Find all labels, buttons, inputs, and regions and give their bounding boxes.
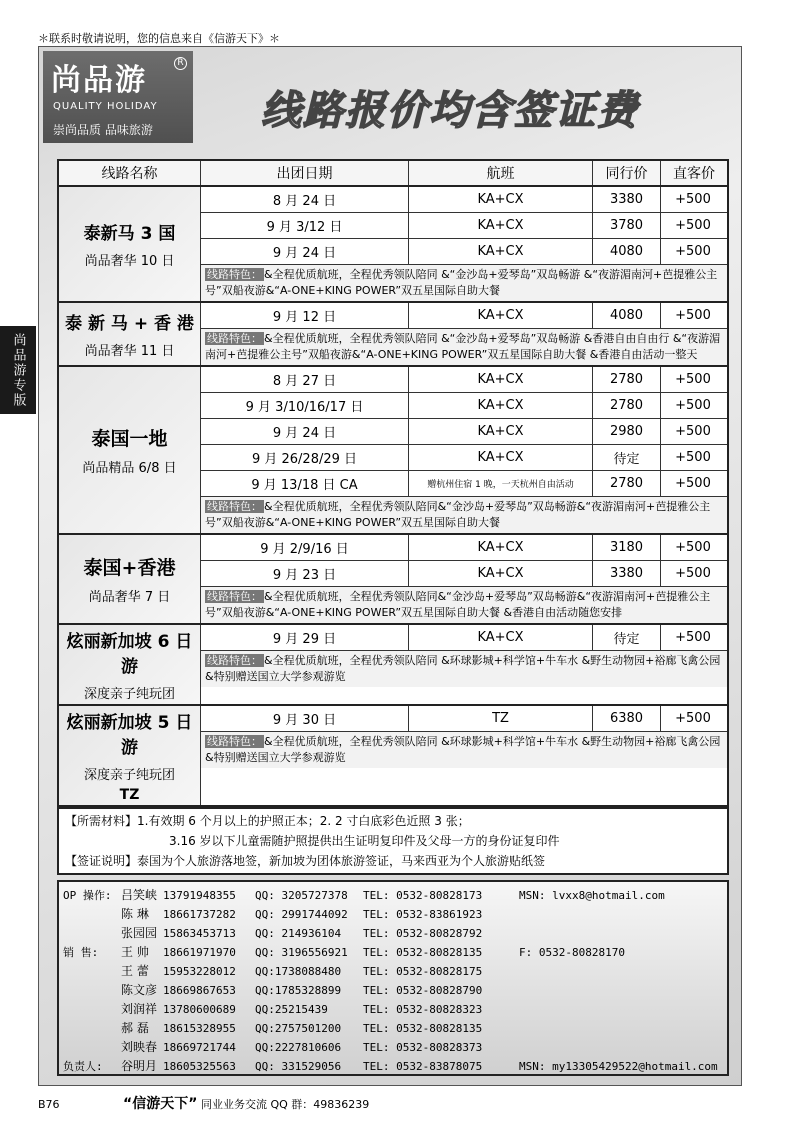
feature-text: &全程优质航班，全程优秀领队陪同 &环球影城+科学馆+牛车水 &野生动物园+裕廊飞禽公园 &特别赠送国立大学参观游览 xyxy=(205,654,721,683)
table-row xyxy=(201,561,727,587)
contact-tel: TEL: 0532-80828323 xyxy=(363,1003,483,1016)
feature-tag: 线路特色： xyxy=(207,735,262,748)
contact-tel: TEL: 0532-80828373 xyxy=(363,1041,483,1054)
route-features xyxy=(201,497,727,533)
contact-phone: 15863453713 xyxy=(163,927,236,940)
table-header xyxy=(59,161,727,187)
contact-name: 吕笑峡 xyxy=(121,888,158,902)
logo-en: QUALITY HOLIDAY xyxy=(53,101,158,112)
contact-row xyxy=(59,924,727,943)
contact-row xyxy=(59,981,727,1000)
page-number: B76 xyxy=(38,1098,60,1111)
contact-row xyxy=(59,1019,727,1038)
contact-name: 陈文彦 xyxy=(121,983,158,997)
departure-date: 9 月 24 日 xyxy=(201,419,409,444)
col-route: 线路名称 xyxy=(59,161,201,185)
route-body xyxy=(201,625,727,704)
direct-price: +500 xyxy=(675,308,711,323)
route-features xyxy=(201,732,727,768)
direct-price: +500 xyxy=(675,372,711,387)
feature-tag: 线路特色： xyxy=(207,268,262,281)
contact-phone: 18605325563 xyxy=(163,1060,236,1073)
routes-body xyxy=(59,187,727,807)
flight: KA+CX xyxy=(409,445,593,470)
contact-tel: TEL: 0532-83861923 xyxy=(363,908,483,921)
table-row xyxy=(201,187,727,213)
contact-row xyxy=(59,886,727,905)
feature-tag: 线路特色： xyxy=(207,500,262,513)
contact-row xyxy=(59,1038,727,1057)
route-subtitle: 尚品精品 6/8 日 xyxy=(82,461,177,476)
flight: KA+CX xyxy=(409,625,593,650)
col-flight: 航班 xyxy=(409,161,593,185)
peer-price: 2780 xyxy=(593,471,661,496)
footer-brand: “信游天下” xyxy=(123,1096,198,1112)
contact-name: 刘润祥 xyxy=(121,1002,158,1016)
route-name-cell xyxy=(59,706,201,805)
feature-tag: 线路特色： xyxy=(207,590,262,603)
route-features xyxy=(201,329,727,365)
peer-price: 待定 xyxy=(593,625,661,650)
route-subtitle-2: TZ xyxy=(119,787,140,803)
departure-date: 9 月 2/9/16 日 xyxy=(201,535,409,560)
route-name: 泰新马 3 国 xyxy=(83,224,176,244)
departure-date: 8 月 24 日 xyxy=(201,187,409,212)
table-row xyxy=(201,303,727,329)
contact-qq: QQ:2757501200 xyxy=(255,1022,342,1035)
feature-tag: 线路特色： xyxy=(207,654,262,667)
contact-extra: MSN: my13305429522@hotmail.com xyxy=(519,1060,718,1073)
route-name-cell xyxy=(59,187,201,301)
departure-date: 8 月 27 日 xyxy=(201,367,409,392)
direct-price: +500 xyxy=(675,218,711,233)
route-name-cell xyxy=(59,535,201,623)
route-subtitle: 深度亲子纯玩团 xyxy=(83,768,175,783)
table-row xyxy=(201,367,727,393)
route-name-cell xyxy=(59,367,201,533)
contact-phone: 18661971970 xyxy=(163,946,236,959)
contact-role: 销 售: xyxy=(63,946,99,959)
contact-extra: MSN: lvxx8@hotmail.com xyxy=(519,889,665,902)
contact-phone: 18661737282 xyxy=(163,908,236,921)
contact-qq: QQ:2227810606 xyxy=(255,1041,342,1054)
logo-cn: 尚品游 xyxy=(51,63,147,98)
contact-role: 负责人: xyxy=(63,1060,103,1073)
top-note: ＊联系时敬请说明，您的信息来自《信游天下》＊ xyxy=(38,32,280,45)
table-row xyxy=(201,393,727,419)
flight: KA+CX xyxy=(409,213,593,238)
flight: KA+CX xyxy=(409,239,593,264)
peer-price: 3180 xyxy=(593,535,661,560)
col-direct-price: 直客价 xyxy=(673,166,715,182)
direct-price: +500 xyxy=(675,424,711,439)
contact-name: 刘映春 xyxy=(121,1040,158,1054)
departure-date: 9 月 30 日 xyxy=(201,706,409,731)
contact-qq: QQ: 3205727378 xyxy=(255,889,348,902)
contact-phone: 13791948355 xyxy=(163,889,236,902)
peer-price: 3380 xyxy=(593,187,661,212)
peer-price: 4080 xyxy=(593,239,661,264)
notes-materials: 【所需材料】1.有效期 6 个月以上的护照正本；2. 2 寸白底彩色近照 3 张； xyxy=(65,814,470,828)
col-peer-price: 同行价 xyxy=(593,161,661,185)
route-subtitle: 深度亲子纯玩团 xyxy=(83,687,175,702)
route-block xyxy=(59,303,727,367)
peer-price: 4080 xyxy=(593,303,661,328)
contact-tel: TEL: 0532-83878075 xyxy=(363,1060,483,1073)
route-name: 泰国+香港 xyxy=(83,557,176,579)
contact-phone: 13780600689 xyxy=(163,1003,236,1016)
flight: KA+CX xyxy=(409,561,593,586)
peer-price: 待定 xyxy=(593,445,661,470)
notes-visa: 【签证说明】泰国为个人旅游落地签，新加坡为团体旅游签证，马来西亚为个人旅游贴纸签 xyxy=(65,854,546,868)
contact-role: OP 操作: xyxy=(63,889,112,902)
route-body xyxy=(201,187,727,301)
contact-extra: F: 0532-80828170 xyxy=(519,946,625,959)
contact-phone: 15953228012 xyxy=(163,965,236,978)
peer-price: 2780 xyxy=(593,393,661,418)
direct-price: +500 xyxy=(675,192,711,207)
direct-price: +500 xyxy=(675,450,711,465)
feature-text: &全程优质航班，全程优秀领队陪同 &“金沙岛+爱琴岛”双岛畅游 &香港自由自由行 &“夜游湄南河+芭提雅公主号”双船夜游&“A-ONE+KING POWER”双五星国际自助大餐 &香港自由活动一整天 xyxy=(205,332,721,361)
notes-materials-2: 3.16 岁以下儿童需随护照提供出生证明复印件及父母一方的身份证复印件 xyxy=(169,834,560,848)
page-footer xyxy=(38,1093,369,1113)
contact-tel: TEL: 0532-80828790 xyxy=(363,984,483,997)
peer-price: 6380 xyxy=(593,706,661,731)
table-row xyxy=(201,535,727,561)
departure-date: 9 月 24 日 xyxy=(201,239,409,264)
logo-slogan: 崇尚品质 品味旅游 xyxy=(53,123,153,137)
flight: KA+CX xyxy=(409,419,593,444)
contact-phone: 18669721744 xyxy=(163,1041,236,1054)
direct-price: +500 xyxy=(675,398,711,413)
direct-price: +500 xyxy=(675,540,711,555)
side-tab: 尚品游专版 xyxy=(0,326,36,414)
table-row xyxy=(201,213,727,239)
contact-qq: QQ: 331529056 xyxy=(255,1060,342,1073)
route-name-cell xyxy=(59,625,201,704)
flight: KA+CX xyxy=(409,393,593,418)
contact-tel: TEL: 0532-80828173 xyxy=(363,889,483,902)
route-body xyxy=(201,706,727,805)
peer-price: 3380 xyxy=(593,561,661,586)
route-subtitle: 尚品奢华 7 日 xyxy=(88,590,171,605)
footer-text: 同业业务交流 QQ 群：49836239 xyxy=(200,1098,370,1111)
departure-date: 9 月 23 日 xyxy=(201,561,409,586)
route-block xyxy=(59,535,727,625)
route-subtitle: 尚品奢华 10 日 xyxy=(84,254,175,269)
departure-date: 9 月 29 日 xyxy=(201,625,409,650)
table-row xyxy=(201,625,727,651)
table-row xyxy=(201,445,727,471)
peer-price: 2980 xyxy=(593,419,661,444)
route-body xyxy=(201,303,727,365)
contact-name: 谷明月 xyxy=(121,1059,158,1073)
feature-text: &全程优质航班，全程优秀领队陪同 &“金沙岛+爱琴岛”双岛畅游 &“夜游湄南河+芭提雅公主号”双船夜游&“A-ONE+KING POWER”双五星国际自助大餐 xyxy=(205,268,718,297)
contact-qq: QQ:1738088480 xyxy=(255,965,342,978)
contact-tel: TEL: 0532-80828175 xyxy=(363,965,483,978)
direct-price: +500 xyxy=(675,566,711,581)
notes-box xyxy=(57,807,729,875)
page-frame xyxy=(38,46,742,1086)
route-block xyxy=(59,187,727,303)
route-name: 泰 新 马 + 香 港 xyxy=(65,314,194,334)
departure-date: 9 月 13/18 日 CA xyxy=(201,471,409,496)
route-name-cell xyxy=(59,303,201,365)
table-row xyxy=(201,239,727,265)
contact-name: 王 帅 xyxy=(121,945,149,959)
route-features xyxy=(201,265,727,301)
contact-row xyxy=(59,1057,727,1076)
table-row xyxy=(201,706,727,732)
col-date: 出团日期 xyxy=(201,161,409,185)
route-subtitle: 尚品奢华 11 日 xyxy=(84,344,175,359)
contact-tel: TEL: 0532-80828135 xyxy=(363,946,483,959)
feature-text: &全程优质航班，全程优秀领队陪同&“金沙岛+爱琴岛”双岛畅游&“夜游湄南河+芭提雅公主号”双船夜游&“A-ONE+KING POWER”双五星国际自助大餐 &香港自由活动随您安排 xyxy=(205,590,711,619)
page-headline: 线路报价均含签证费 xyxy=(261,87,639,134)
feature-tag: 线路特色： xyxy=(207,332,262,345)
route-body xyxy=(201,367,727,533)
flight: KA+CX xyxy=(409,187,593,212)
flight: KA+CX xyxy=(409,303,593,328)
contact-row xyxy=(59,905,727,924)
flight: KA+CX xyxy=(409,367,593,392)
contact-qq: QQ: 214936104 xyxy=(255,927,342,940)
contact-phone: 18669867653 xyxy=(163,984,236,997)
departure-date: 9 月 26/28/29 日 xyxy=(201,445,409,470)
direct-price: +500 xyxy=(675,630,711,645)
direct-price: +500 xyxy=(675,244,711,259)
peer-price: 2780 xyxy=(593,367,661,392)
departure-date: 9 月 3/12 日 xyxy=(201,213,409,238)
table-row xyxy=(201,419,727,445)
route-name: 炫丽新加坡 6 日游 xyxy=(66,632,193,677)
direct-price: +500 xyxy=(675,476,711,491)
contact-tel: TEL: 0532-80828792 xyxy=(363,927,483,940)
contact-name: 王 蕾 xyxy=(121,964,149,978)
flight: KA+CX xyxy=(409,535,593,560)
feature-text: &全程优质航班，全程优秀领队陪同 &环球影城+科学馆+牛车水 &野生动物园+裕廊飞禽公园 &特别赠送国立大学参观游览 xyxy=(205,735,721,764)
route-features xyxy=(201,651,727,687)
contact-qq: QQ:1785328899 xyxy=(255,984,342,997)
direct-price: +500 xyxy=(675,711,711,726)
price-table xyxy=(57,159,729,809)
route-block xyxy=(59,625,727,706)
contact-row xyxy=(59,1000,727,1019)
registered-icon: R xyxy=(174,57,187,70)
contacts-box xyxy=(57,880,729,1076)
flight: TZ xyxy=(409,706,593,731)
contact-tel: TEL: 0532-80828135 xyxy=(363,1022,483,1035)
flight: 赠杭州住宿 1 晚，一天杭州自由活动 xyxy=(409,471,593,496)
route-block xyxy=(59,706,727,807)
contact-phone: 18615328955 xyxy=(163,1022,236,1035)
contact-row xyxy=(59,943,727,962)
route-name: 泰国一地 xyxy=(91,428,168,450)
table-row xyxy=(201,471,727,497)
contact-name: 陈 琳 xyxy=(121,907,149,921)
peer-price: 3780 xyxy=(593,213,661,238)
route-features xyxy=(201,587,727,623)
contact-qq: QQ:25215439 xyxy=(255,1003,328,1016)
route-block xyxy=(59,367,727,535)
contact-qq: QQ: 3196556921 xyxy=(255,946,348,959)
contact-name: 郝 磊 xyxy=(121,1021,149,1035)
contact-row xyxy=(59,962,727,981)
departure-date: 9 月 3/10/16/17 日 xyxy=(201,393,409,418)
route-name: 炫丽新加坡 5 日游 xyxy=(66,713,193,758)
feature-text: &全程优质航班，全程优秀领队陪同&“金沙岛+爱琴岛”双岛畅游&“夜游湄南河+芭提雅公主号”双船夜游&“A-ONE+KING POWER”双五星国际自助大餐 xyxy=(205,500,711,529)
route-body xyxy=(201,535,727,623)
departure-date: 9 月 12 日 xyxy=(201,303,409,328)
brand-logo xyxy=(43,51,193,143)
contact-name: 张园园 xyxy=(121,926,158,940)
contact-qq: QQ: 2991744092 xyxy=(255,908,348,921)
